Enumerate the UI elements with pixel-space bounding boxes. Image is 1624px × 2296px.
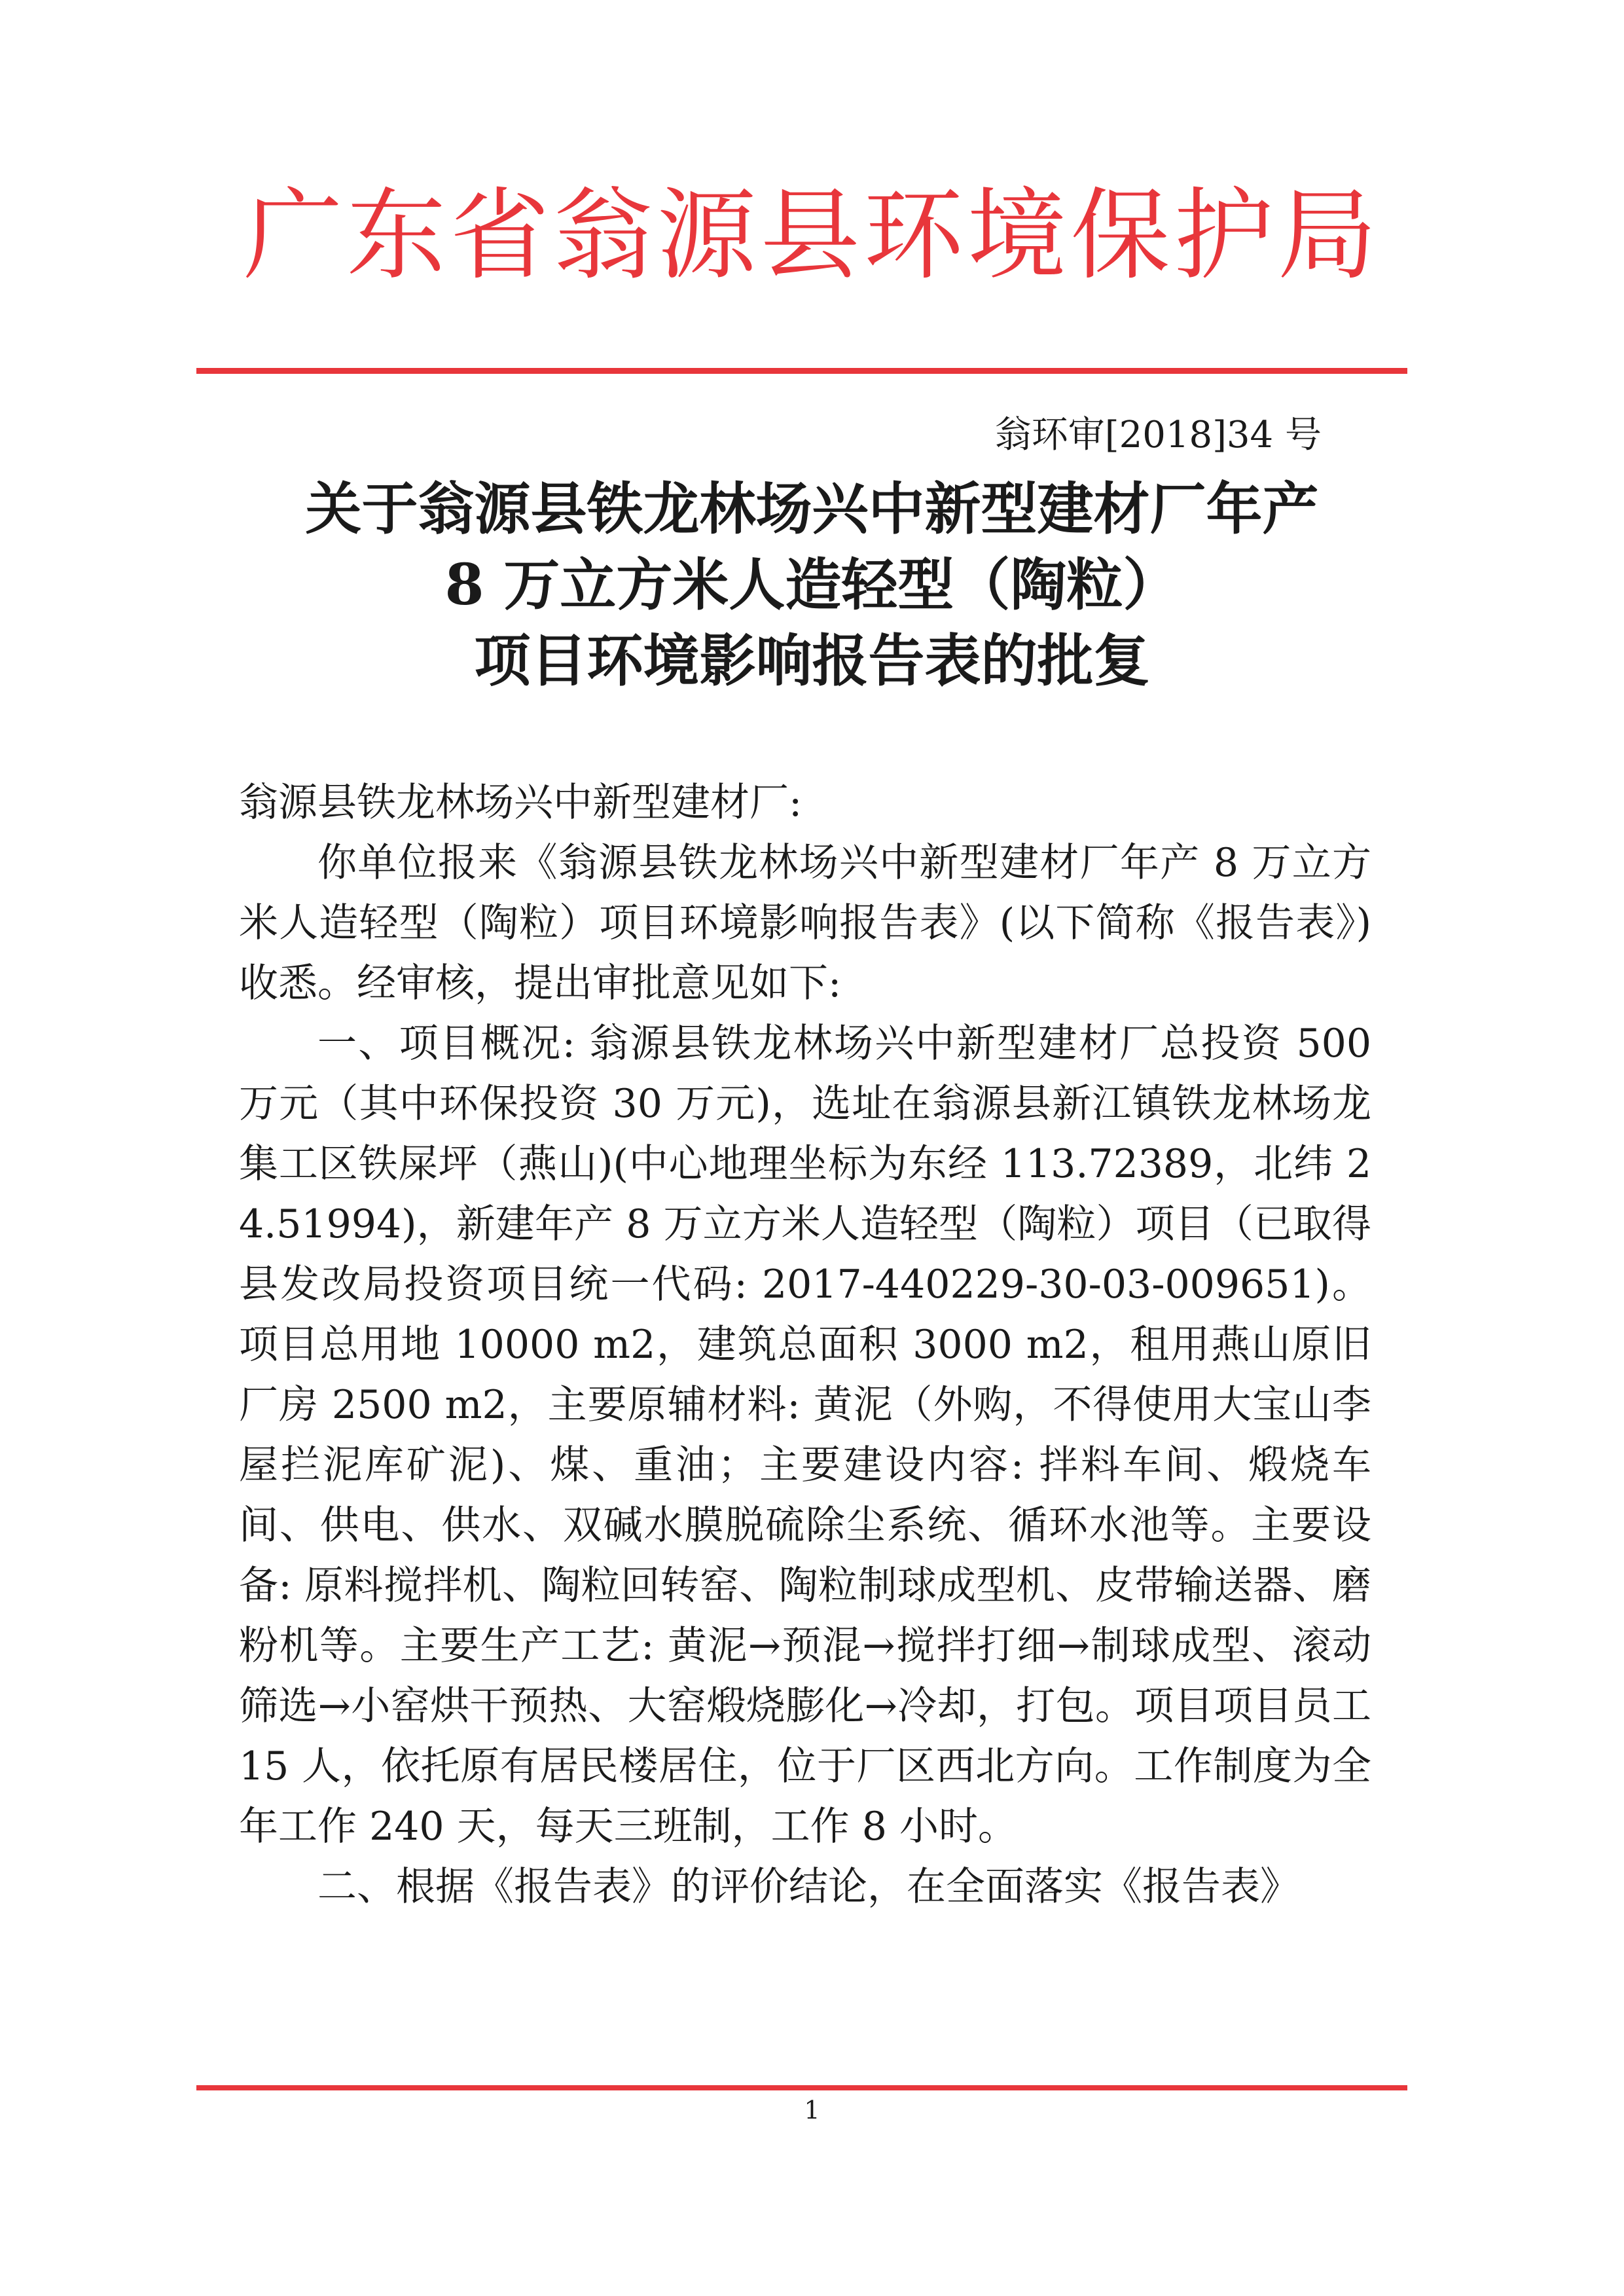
document-title <box>0 471 1624 699</box>
title-line-1: 关于翁源县铁龙林场兴中新型建材厂年产 <box>305 476 1319 542</box>
document-body <box>239 773 1371 1917</box>
header-red-rule <box>196 368 1407 374</box>
organization-header: 广东省翁源县环境保护局 <box>243 177 1381 293</box>
body-paragraph-2: 一、项目概况: 翁源县铁龙林场兴中新型建材厂总投资 500 万元（其中环保投资 30 万元)，选址在翁源县新江镇铁龙林场龙集工区铁屎坪（燕山)(中心地理坐标为东经 113.72389，北纬 24.51994)，新建年产 8 万立方米人造轻型（陶粒）项目（已取得县发改局投资项目统一代码: 2017-440229-30-03-009651)。项目总用地 10000 m2，建筑总面积 3000 m2，租用燕山原旧厂房 2500 m2，主要原辅材料: 黄泥（外购，不得使用大宝山李屋拦泥库矿泥)、煤、重油；主要建设内容: 拌料车间、煅烧车间、供电、供水、双碱水膜脱硫除尘系统、循环水池等。主要设备: 原料搅拌机、陶粒回转窑、陶粒制球成型机、皮带输送器、磨粉机等。主要生产工艺: 黄泥→预混→搅拌打细→制球成型、滚动筛选→小窑烘干预热、大窑煅烧膨化→冷却，打包。项目项目员工 15 人，依托原有居民楼居住，位于厂区西北方向。工作制度为全年工作 240 天，每天三班制，工作 8 小时。 <box>239 1021 1371 1850</box>
title-line-3: 项目环境影响报告表的批复 <box>474 628 1150 694</box>
document-number: 翁环审[2018]34 号 <box>994 414 1322 456</box>
body-paragraph-1: 你单位报来《翁源县铁龙林场兴中新型建材厂年产 8 万立方米人造轻型（陶粒）项目环境影响报告表》(以下简称《报告表》)收悉。经审核，提出审批意见如下: <box>239 840 1371 1006</box>
page-number: 1 <box>804 2096 820 2124</box>
footer-red-rule <box>196 2085 1407 2090</box>
body-paragraph-3: 二、根据《报告表》的评价结论，在全面落实《报告表》 <box>317 1864 1299 1910</box>
addressee: 翁源县铁龙林场兴中新型建材厂: <box>239 780 803 826</box>
title-line-2: 8 万立方米人造轻型（陶粒） <box>444 552 1180 618</box>
